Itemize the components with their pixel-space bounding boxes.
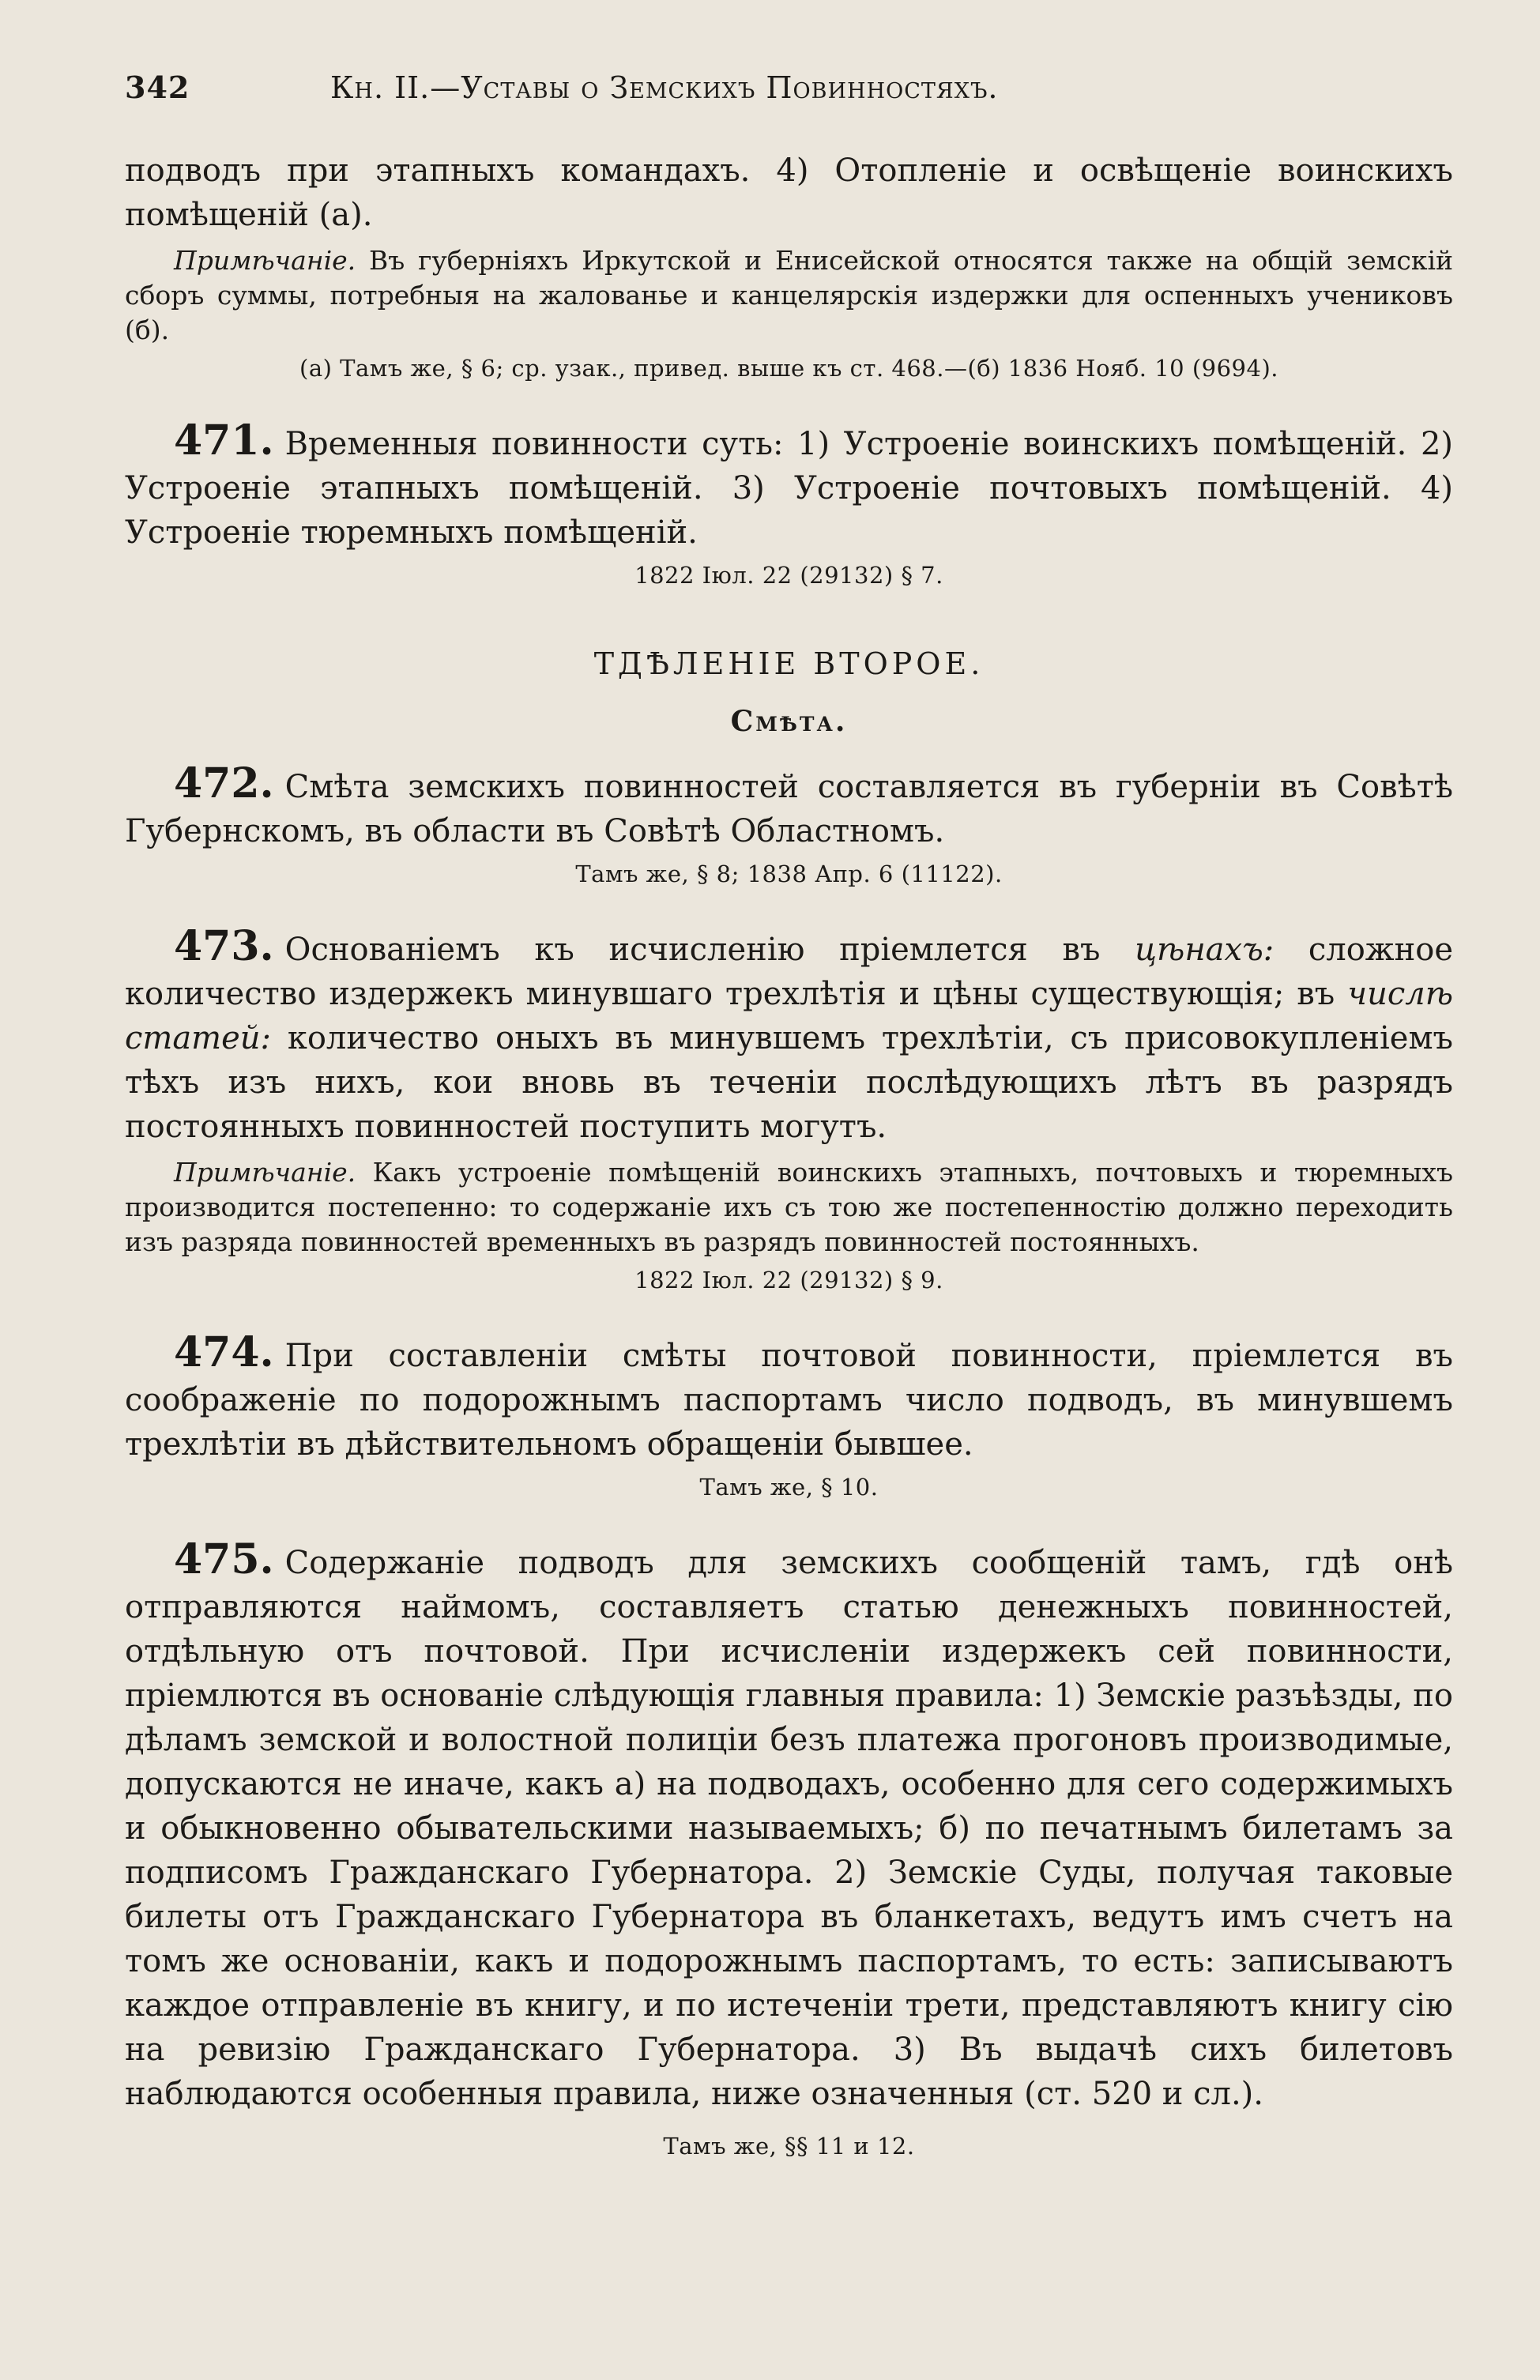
source-reference: 1822 Іюл. 22 (29132) § 9.	[634, 1267, 943, 1294]
note	[125, 1155, 1453, 1260]
page-header	[125, 70, 1453, 119]
article-text-part: количество оныхъ въ минувшемъ трехлѣтіи, съ присовокупленіемъ тѣхъ изъ нихъ, кои вновь въ теченіи послѣдующихъ лѣтъ въ разрядъ постоянныхъ повинностей поступить могутъ.	[125, 1020, 1454, 1145]
note	[125, 243, 1453, 348]
running-title: Кн. II.—Уставы о Земскихъ Повинностяхъ.	[330, 70, 999, 105]
source-reference: Тамъ же, § 10.	[699, 1474, 879, 1501]
page-body	[125, 149, 1453, 2162]
source-reference: Тамъ же, § 8; 1838 Апр. 6 (11122).	[575, 860, 1003, 887]
article-471	[125, 416, 1453, 591]
article-text: Содержаніе подводъ для земскихъ сообщеній тамъ, гдѣ онѣ отправляются наймомъ, составляетъ статью денежныхъ повинностей, отдѣльную отъ почтовой. При исчисленіи издержекъ сей повинности, пріемлются въ основаніе слѣдующія главныя правила: 1) Земскіе разъѣзды, по дѣламъ земской и волостной полиціи безъ платежа прогоновъ производимые, допускаются не иначе, какъ а) на подводахъ, особенно для сего содержимыхъ и обыкновенно обывательскими называемыхъ; б) по печатнымъ билетамъ за подписомъ Гражданскаго Губернатора. 2) Земскіе Суды, получая таковые билеты отъ Гражданскаго Губернатора въ бланкетахъ, ведутъ имъ счетъ на томъ же основаніи, какъ и подорожнымъ паспортамъ, то есть: записываютъ каждое отправленіе въ книгу, и по истеченіи трети, представляютъ книгу сію на ревизію Гражданскаго Губернатора. 3) Въ выдачѣ сихъ билетовъ наблюдаются особенныя правила, ниже означенныя (ст. 520 и сл.).	[125, 1545, 1453, 2112]
emphasis: числѣ статей:	[125, 976, 1454, 1056]
article-473	[125, 922, 1454, 1296]
continued-article	[125, 149, 1453, 384]
source-reference: 1822 Іюл. 22 (29132) § 7.	[634, 562, 943, 589]
article-number: 471.	[174, 416, 274, 465]
note-label: Примѣчаніе.	[174, 245, 356, 276]
article-text-part: Основаніемъ къ исчисленію пріемлется въ	[284, 932, 1101, 968]
section-title: ТДѢЛЕНІЕ ВТОРОЕ.	[593, 646, 985, 681]
source-reference: (а) Тамъ же, § 6; ср. узак., привед. выше къ ст. 468.—(б) 1836 Нояб. 10 (9694).	[299, 355, 1278, 382]
article-number: 472.	[174, 759, 274, 808]
article-text: При составленіи смѣты почтовой повинности, пріемлется въ соображеніе по подорожнымъ паспортамъ число подводъ, въ минувшемъ трехлѣтіи въ дѣйствительномъ обращеніи бывшее.	[125, 1338, 1453, 1463]
continued-text: подводъ при этапныхъ командахъ. 4) Отопленіе и освѣщеніе воинскихъ помѣщеній (а).	[125, 153, 1453, 233]
article-text: Смѣта земскихъ повинностей составляется въ губерніи въ Совѣтѣ Губернскомъ, въ области въ Совѣтѣ Областномъ.	[125, 769, 1453, 849]
article-number: 475.	[174, 1535, 274, 1584]
article-number: 473.	[174, 922, 274, 970]
article-text: Временныя повинности суть: 1) Устроеніе воинскихъ помѣщеній. 2) Устроеніе этапныхъ помѣщеній. 3) Устроеніе почтовыхъ помѣщеній. 4) Устроеніе тюремныхъ помѣщеній.	[125, 426, 1453, 551]
article-474	[125, 1328, 1453, 1503]
source-reference: Тамъ же, §§ 11 и 12.	[663, 2133, 915, 2160]
article-number: 474.	[174, 1328, 274, 1376]
note-text: Какъ устроеніе помѣщеній воинскихъ этапныхъ, почтовыхъ и тюремныхъ производится постепенно: то содержаніе ихъ съ тою же постепенностію должно переходить изъ разряда повинностей временныхъ въ разрядъ повинностей постоянныхъ.	[125, 1157, 1453, 1257]
article-472	[125, 759, 1453, 890]
emphasis: цѣнахъ:	[1135, 932, 1275, 968]
note-text: Въ губерніяхъ Иркутской и Енисейской относятся также на общій земскій сборъ суммы, потребныя на жалованье и канцелярскія издержки для оспенныхъ учениковъ (б).	[125, 245, 1453, 345]
note-label: Примѣчаніе.	[174, 1157, 356, 1188]
subsection-title: Смѣта.	[730, 705, 848, 738]
article-text-part: сложное количество издержекъ минувшаго трехлѣтія и цѣны существующія; въ	[125, 932, 1453, 1012]
page-number: 342	[125, 70, 190, 105]
article-475	[125, 1535, 1453, 2162]
